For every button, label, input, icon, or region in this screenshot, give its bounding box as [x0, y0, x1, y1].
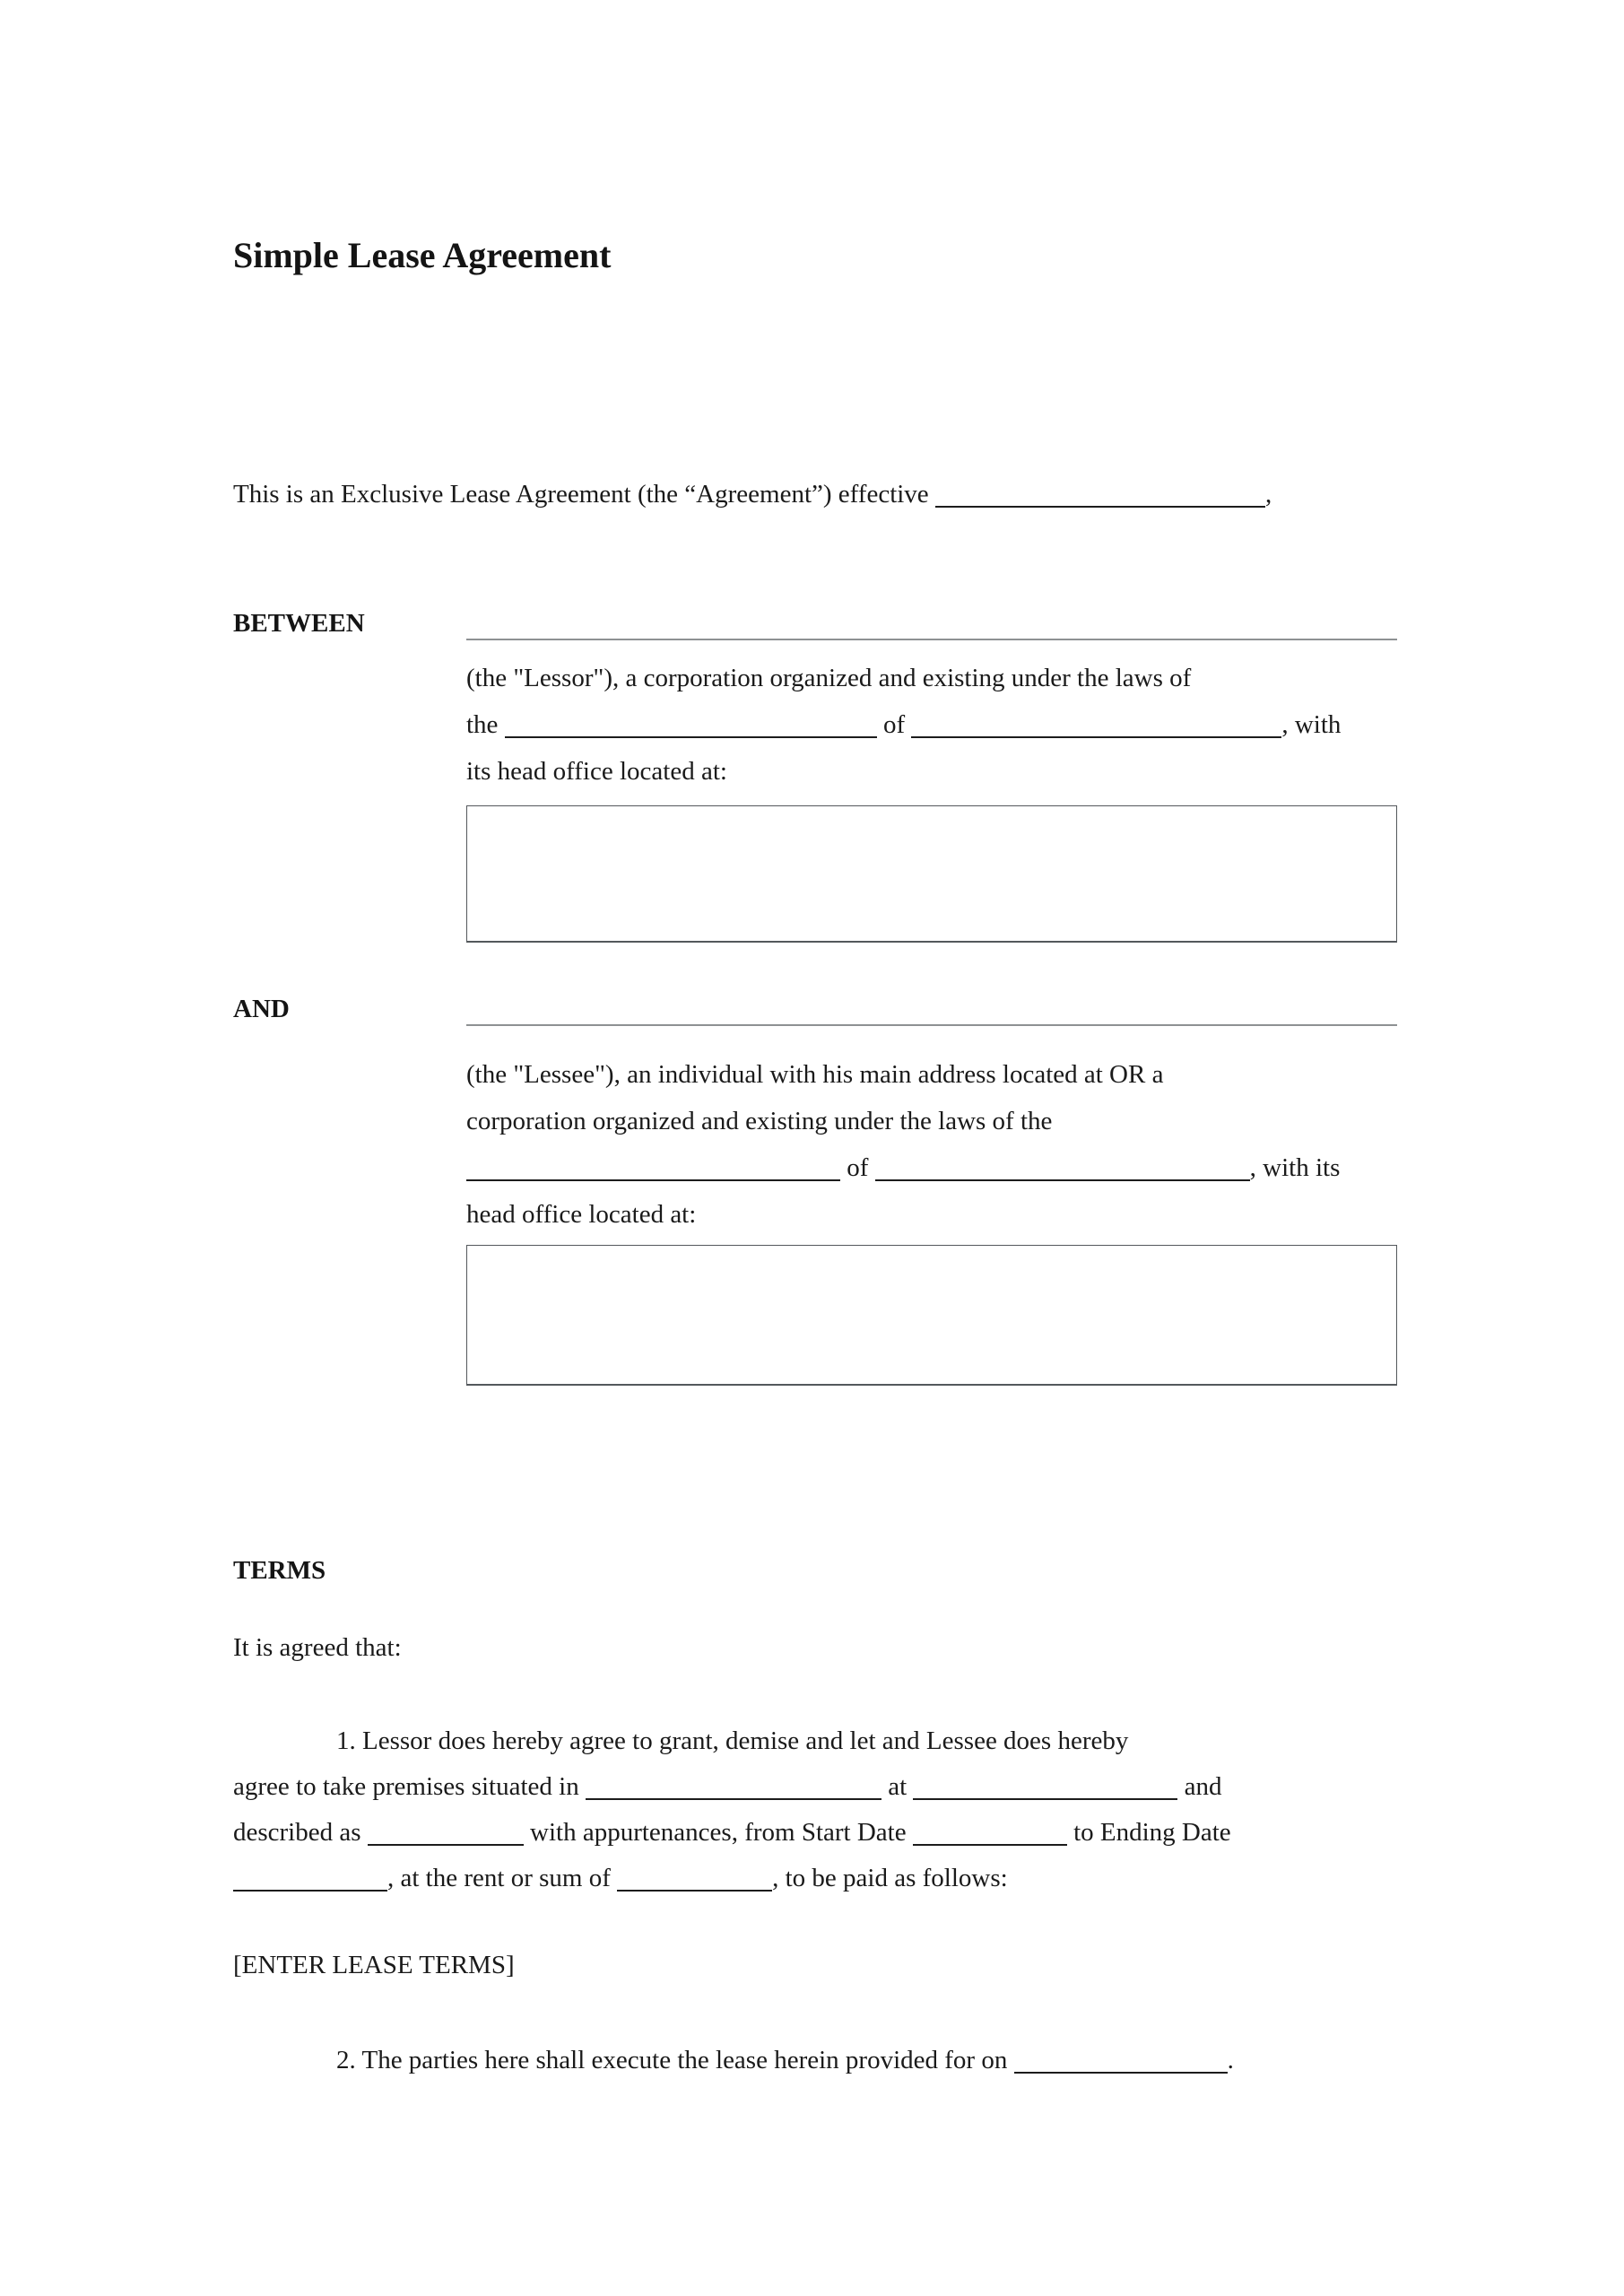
blank-start-date[interactable] [913, 1821, 1067, 1846]
lessee-line-1: (the "Lessee"), an individual with his main address located at OR a [466, 1060, 1164, 1089]
blank-premises-description[interactable] [368, 1821, 524, 1846]
intro-paragraph [233, 472, 1272, 517]
and-row [233, 988, 1397, 1026]
lease-terms-placeholder: [ENTER LEASE TERMS] [233, 1951, 515, 1979]
lessor-line-2-mid: of [882, 710, 906, 739]
intro-text: This is an Exclusive Lease Agreement (the “Agreement”) effective [233, 480, 929, 509]
clause-1-line-2-pre: agree to take premises situated in [233, 1772, 579, 1801]
blank-premises-location[interactable] [586, 1775, 881, 1800]
lessor-address-box[interactable] [466, 805, 1397, 943]
lessor-line-1: (the "Lessor"), a corporation organized and existing under the laws of [466, 664, 1192, 692]
clause-1-line-4-b: , to be paid as follows: [772, 1864, 1008, 1892]
lessee-address-box[interactable] [466, 1245, 1397, 1386]
clause-1-line-3-post: to Ending Date [1073, 1818, 1231, 1847]
lessor-line-2-post: , with [1281, 710, 1342, 739]
blank-lessor-jurisdiction-type[interactable] [505, 713, 877, 738]
clause-2-text: 2. The parties here shall execute the lease herein provided for on [336, 2046, 1008, 2074]
clause-2 [233, 2038, 1515, 2083]
clause-1-line-3 [233, 1810, 1412, 1856]
lessor-line-2-pre: the [466, 710, 499, 739]
lessor-line-3: its head office located at: [466, 757, 727, 786]
lessee-line-3-mid: of [847, 1153, 869, 1182]
clause-1 [233, 1718, 1412, 1901]
blank-ending-date[interactable] [233, 1866, 387, 1892]
between-row [233, 603, 1397, 640]
clause-1-line-2 [233, 1764, 1412, 1810]
blank-effective-date[interactable] [935, 483, 1265, 508]
clause-2-suffix: . [1227, 2046, 1234, 2074]
lessee-block [466, 1051, 1403, 1386]
blank-execution-date[interactable] [1014, 2048, 1228, 2074]
terms-heading: TERMS [233, 1556, 326, 1585]
lessor-name-line[interactable] [466, 603, 1397, 640]
page-title: Simple Lease Agreement [233, 235, 612, 275]
clause-1-line-1: 1. Lessor does hereby agree to grant, demise and let and Lessee does hereby [336, 1726, 1129, 1755]
lessee-name-line[interactable] [466, 988, 1397, 1026]
lessor-line-2 [466, 701, 1403, 748]
lessee-line-3-post: , with its [1249, 1153, 1341, 1182]
terms-lead: It is agreed that: [233, 1633, 402, 1662]
blank-rent-sum[interactable] [617, 1866, 772, 1892]
clause-1-line-2-post: and [1184, 1772, 1222, 1801]
blank-premises-address[interactable] [913, 1775, 1177, 1800]
clause-1-line-4-a: , at the rent or sum of [387, 1864, 611, 1892]
clause-1-line-4 [233, 1856, 1412, 1901]
lessee-line-3 [466, 1144, 1403, 1191]
and-label: AND [233, 995, 290, 1023]
clause-1-line-2-mid: at [888, 1772, 908, 1801]
lessee-line-4: head office located at: [466, 1200, 697, 1229]
blank-lessor-jurisdiction-name[interactable] [911, 713, 1281, 738]
between-label: BETWEEN [233, 609, 365, 638]
blank-lessee-jurisdiction-name[interactable] [875, 1156, 1250, 1181]
clause-1-line-3-pre: described as [233, 1818, 361, 1847]
clause-1-line-3-mid: with appurtenances, from Start Date [530, 1818, 907, 1847]
lessor-block [466, 655, 1403, 943]
lessee-line-2: corporation organized and existing under the laws of the [466, 1107, 1053, 1135]
blank-lessee-jurisdiction-type[interactable] [466, 1156, 840, 1181]
intro-suffix: , [1264, 480, 1272, 509]
